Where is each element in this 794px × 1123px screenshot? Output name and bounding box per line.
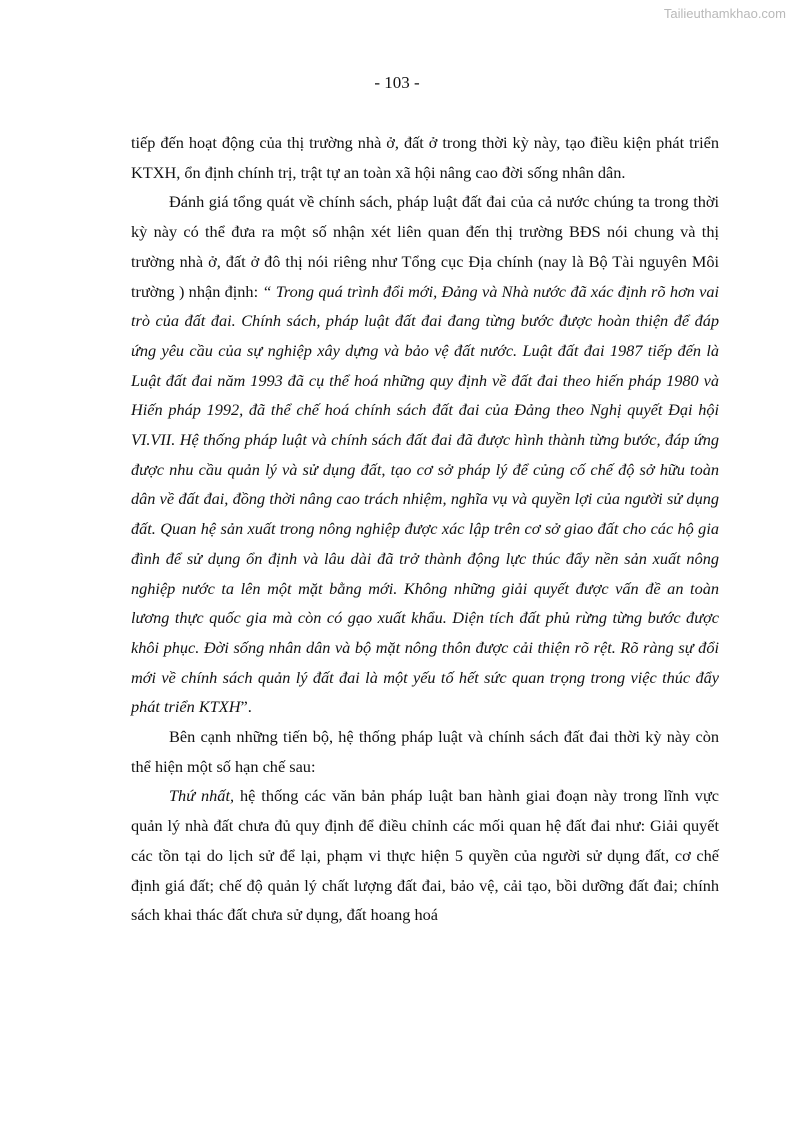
paragraph-1: tiếp đến hoạt động của thị trường nhà ở, đất ở trong thời kỳ này, tạo điều kiện phát triển KTXH, ổn định chính trị, trật tự an toàn xã hội nâng cao đời sống nhân dân. [131,133,719,182]
quotation-end: ”. [240,697,252,717]
page-number: - 103 - [374,73,420,92]
watermark: Tailieuthamkhao.com [663,6,786,21]
paragraph-2 [131,187,719,722]
quotation: “ Trong quá trình đổi mới, Đảng và Nhà nước đã xác định rõ hơn vai trò của đất đai. Chính sách, pháp luật đất đai đang từng bước được hoàn thiện để đáp ứng yêu cầu của sự nghiệp xây dựng và bảo vệ đất nước. Luật đất đai 1987 tiếp đến là Luật đất đai năm 1993 đã cụ thể hoá những quy định về đất đai theo hiến pháp 1980 và Hiến pháp 1992, đã thể chế hoá chính sách đất đai của Đảng theo Nghị quyết Đại hội VI.VII. Hệ thống pháp luật và chính sách đất đai đã được hình thành từng bước, đáp ứng được nhu cầu quản lý và sử dụng đất, tạo cơ sở pháp lý để củng cố chế độ sở hữu toàn dân về đất đai, đồng thời nâng cao trách nhiệm, nghĩa vụ và quyền lợi của người sử dụng đất. Quan hệ sản xuất trong nông nghiệp được xác lập trên cơ sở giao đất cho các hộ gia đình để sử dụng ổn định và lâu dài đã trở thành động lực thúc đẩy nền sản xuất nông nghiệp nước ta lên một mặt bằng mới. Không những giải quyết được vấn đề an toàn lương thực quốc gia mà còn có gạo xuất khẩu. Diện tích đất phủ rừng từng bước được khôi phục. Đời sống nhân dân và bộ mặt nông thôn được cải thiện rõ rệt. Rõ ràng sự đổi mới về chính sách quản lý đất đai là một yếu tố hết sức quan trọng trong việc thúc đẩy phát triển KTXH [131,281,719,717]
paragraph-2-intro: Đánh giá tổng quát về chính sách, pháp luật đất đai của cả nước chúng ta trong thời kỳ này có thể đưa ra một số nhận xét liên quan đến thị trường BĐS nói chung và thị trường nhà ở, đất ở đô thị nói riêng như Tổng cục Địa chính (nay là Bộ Tài nguyên Môi trường ) nhận định: [131,192,719,301]
document-body [131,128,719,930]
paragraph-3: Bên cạnh những tiến bộ, hệ thống pháp luật và chính sách đất đai thời kỳ này còn thể hiện một số hạn chế sau: [131,727,719,776]
paragraph-4-text: hệ thống các văn bản pháp luật ban hành giai đoạn này trong lĩnh vực quản lý nhà đất chưa đủ quy định để điều chỉnh các mối quan hệ đất đai như: Giải quyết các tồn tại do lịch sử để lại, phạm vi thực hiện 5 quyền của người sử dụng đất, cơ chế định giá đất; chế độ quản lý chất lượng đất đai, bảo vệ, cải tạo, bồi dưỡng đất đai; chính sách khai thác đất chưa sử dụng, đất hoang hoá [131,786,719,925]
paragraph-4-lead: Thứ nhất, [169,786,235,806]
paragraph-4 [131,781,719,930]
